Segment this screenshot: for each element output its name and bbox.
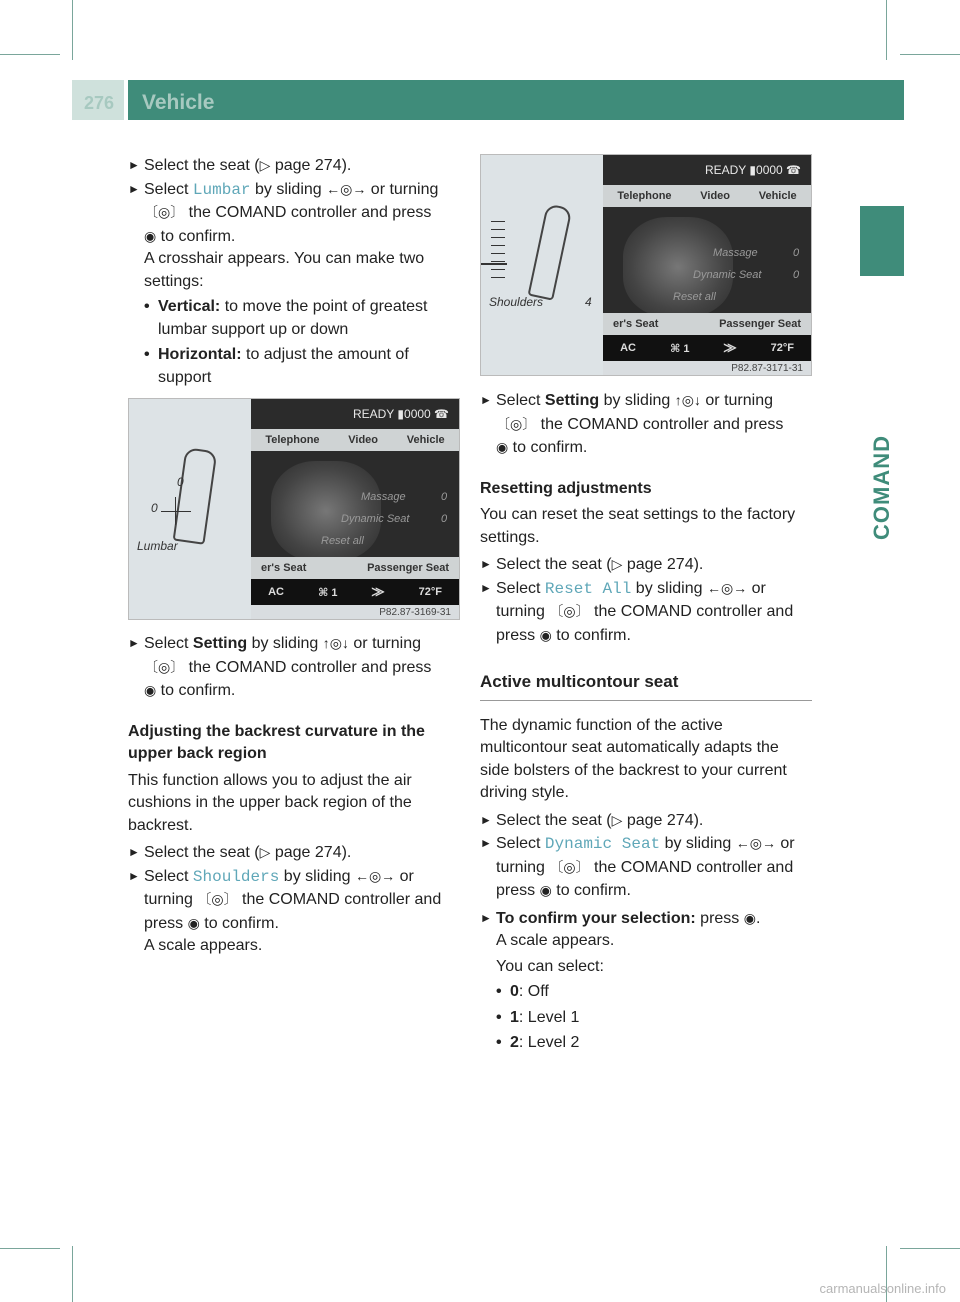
option-reset-all: Reset all xyxy=(321,535,364,547)
step: ► To confirm your selection: press ◉. xyxy=(480,907,812,931)
menu-item-shoulders: Shoulders xyxy=(192,867,280,886)
arrow-icon: ► xyxy=(128,868,140,883)
scale-pointer xyxy=(481,263,507,265)
press-icon: ◉ xyxy=(144,227,157,244)
menu-item-dynamic-seat: Dynamic Seat xyxy=(544,835,661,853)
step: ► Select the seat (▷ page 274). xyxy=(480,809,812,833)
status-bar: READY ▮0000 ☎ xyxy=(704,163,801,177)
heading: Active multicontour seat xyxy=(480,671,812,701)
crop-mark xyxy=(72,1246,73,1302)
crop-mark xyxy=(0,1248,60,1249)
vertical-value: 0 xyxy=(177,475,184,489)
arrow-icon: ► xyxy=(128,845,140,859)
step: ► Select Lumbar by sliding ←◎→ or turning xyxy=(128,178,458,202)
arrow-icon: ► xyxy=(480,812,492,827)
right-column: ► Select Setting by sliding ↑◎↓ or turning 〔◎〕 the COMAND controller and press ◉ to confirm. Resetting adjustments You can reset the seat settings to the factory settings. ► Select the seat (▷ page 274). ► Select Reset All by sliding ←◎→ or turning 〔◎〕 the COMAND controller and press ◉ to confirm. Active multicontour seat The dynamic function of the active multicontour seat automatically adapts the side bolsters of the backrest to your current driving style. ► Select the seat (▷ page 274). ► Select Dynamic Seat by sliding ←◎→ or turning 〔◎〕 the COMAND controller and press ◉ to confirm. ► To confirm your selection: press ◉. A scale appears. You can select: • 0: Off • 1: Level 1 • 2: Level 2 xyxy=(480,389,812,1055)
heading: Resetting adjustments xyxy=(480,479,652,497)
crosshair-v xyxy=(175,497,176,525)
scale-icon xyxy=(491,221,505,279)
option-massage: Massage xyxy=(361,491,406,503)
option-dynamic-seat: Dynamic Seat xyxy=(341,513,410,525)
arrow-icon: ► xyxy=(480,393,492,407)
lumbar-screenshot: 0 0 Lumbar READY ▮0000 ☎ Telephone Video Vehicle Massage 0 Dynamic Seat 0 Reset all er's Seat Passenger Seat AC ⌘ 1 ⨠ 72°F P82.87-3169-31 xyxy=(128,398,460,620)
step: ► Select Shoulders by sliding ←◎→ or xyxy=(128,865,458,889)
turn-icon: 〔◎〕 xyxy=(144,204,185,220)
shoulders-label: Shoulders xyxy=(489,295,544,309)
shoulders-value: 4 xyxy=(585,295,592,309)
crosshair-h xyxy=(161,511,191,512)
side-tab-label: COMAND xyxy=(869,435,894,540)
step: ► Select Reset All by sliding ←◎→ or xyxy=(480,577,812,601)
arrow-icon: ► xyxy=(128,636,140,650)
bullet-item: • 1: Level 1 xyxy=(496,1008,580,1026)
horizontal-value: 0 xyxy=(151,501,158,515)
heading: Adjusting the backrest curvature in the xyxy=(128,722,425,740)
step: ► Select Dynamic Seat by sliding ←◎→ or xyxy=(480,832,812,856)
step: ► Select the seat (▷ page 274). xyxy=(128,841,458,865)
arrow-icon: ► xyxy=(480,580,492,595)
menu-telephone: Telephone xyxy=(265,434,320,446)
watermark: carmanualsonline.info xyxy=(819,1281,946,1296)
header-bar xyxy=(128,80,904,120)
main-menu xyxy=(251,429,459,451)
figure-caption: P82.87-3171-31 xyxy=(731,363,803,374)
menu-vehicle: Vehicle xyxy=(406,434,445,446)
menu-video: Video xyxy=(348,434,379,446)
crop-mark xyxy=(900,1248,960,1249)
crop-mark xyxy=(72,0,73,60)
main-menu: Telephone Video Vehicle xyxy=(603,185,811,207)
step: ► Select the seat (▷ page 274). xyxy=(128,154,458,178)
seat-bar: er's Seat Passenger Seat xyxy=(603,313,811,335)
page-number: 276 xyxy=(84,93,115,113)
seat-bar: er's Seat Passenger Seat xyxy=(251,557,459,579)
section-title: Vehicle xyxy=(142,91,215,114)
bullet-item: • Horizontal: to adjust the amount of xyxy=(144,346,409,363)
arrow-icon: ► xyxy=(128,158,140,172)
shoulders-screenshot: Shoulders 4 READY ▮0000 ☎ Telephone Video Vehicle Massage 0 Dynamic Seat 0 Reset all er's Seat Passenger Seat AC ⌘ 1 ⨠ 72°F P82.87-3171-31 xyxy=(480,154,812,376)
arrow-icon: ► xyxy=(480,836,492,850)
bullet-item: • 2: Level 2 xyxy=(496,1034,580,1051)
crop-mark xyxy=(886,0,887,60)
seat-outline-icon xyxy=(528,203,573,300)
seat-outline-icon xyxy=(173,447,218,545)
figure-caption: P82.87-3169-31 xyxy=(379,607,451,618)
lumbar-label: Lumbar xyxy=(137,539,178,553)
bullet-item: • Vertical: to move the point of greatest xyxy=(144,298,428,315)
step: ► Select Setting by sliding ↑◎↓ or turning xyxy=(128,632,458,656)
climate-bar: AC ⌘ 1 ⨠ 72°F xyxy=(251,579,459,605)
status-bar: READY ▮0000 ☎ xyxy=(352,407,449,421)
crop-mark xyxy=(900,54,960,55)
slide-icon: ←◎→ xyxy=(326,180,367,197)
arrow-icon: ► xyxy=(128,181,140,196)
arrow-icon: ► xyxy=(480,557,492,571)
crop-mark xyxy=(0,54,60,55)
step: ► Select Setting by sliding ↑◎↓ or turning xyxy=(480,389,812,413)
climate-bar: AC ⌘ 1 ⨠ 72°F xyxy=(603,335,811,361)
left-column-bottom: ► Select Setting by sliding ↑◎↓ or turning 〔◎〕 the COMAND controller and press ◉ to confirm. Adjusting the backrest curvature in the upper back region This function allows you to adjust the air cushions in the upper back region of the backrest. ► Select the seat (▷ page 274). ► Select Shoulders by sliding ←◎→ or turning 〔◎〕 the COMAND controller and press ◉ to confirm. A scale appears. xyxy=(128,632,458,958)
menu-item-lumbar: Lumbar xyxy=(192,180,251,199)
step: ► Select the seat (▷ page 274). xyxy=(480,553,812,577)
menu-item-reset-all: Reset All xyxy=(544,579,632,598)
arrow-icon: ► xyxy=(480,910,492,925)
bullet-item: • 0: Off xyxy=(496,983,549,1000)
side-tab xyxy=(860,206,904,276)
left-column: ► Select the seat (▷ page 274). ► Select Lumbar by sliding ←◎→ or turning 〔◎〕 the COMAND controller and press ◉ to confirm. A crosshair appears. You can make two settings: • Vertical: to move the point of greatest lumbar support up or down • Horizontal: to adjust the amount of support xyxy=(128,154,458,389)
